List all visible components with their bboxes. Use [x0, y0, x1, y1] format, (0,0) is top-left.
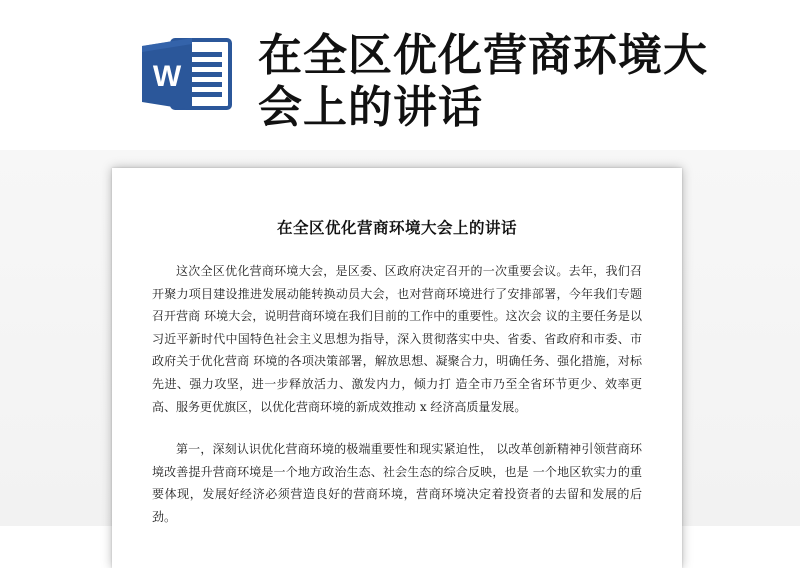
document-paragraph: 这次全区优化营商环境大会，是区委、区政府决定召开的一次重要会议。去年，我们召开聚力项目建设推进发展动能转换动员大会，也对营商环境进行了安排部署，今年我们专题召开营商 环境大会，说明营商环境在我们目前的工作中的重要性。这次会 议的主要任务是以习近平新时代中国特色社会主义思想为指导，深入贯彻落实中央、省委、省政府和市委、市政府关于优化营商 环境的各项决策部署，解放思想、凝聚合力，明确任务、强化措施，对标先进、强力攻坚，进一步释放活力、激发内力，倾力打 造全市乃至全省环节更少、效率更高、服务更优旗区，以优化营商环境的新成效推动 x 经济高质量发展。: [152, 264, 642, 414]
page-title: 在全区优化营商环境大会上的讲话: [258, 30, 708, 133]
banner-header: [0, 0, 800, 150]
document-paragraph: 第一，深刻认识优化营商环境的极端重要性和现实紧迫性， 以改革创新精神引领营商环境改善提升营商环境是一个地方政治生态、社会生态的综合反映，也是 一个地区软实力的重要体现，发展好经济必须营造良好的营商环境，营商环境决定着投资者的去留和发展的后劲。: [152, 442, 642, 524]
document-page-preview: [112, 168, 682, 568]
word-icon-letter: W: [152, 60, 182, 93]
word-icon: [142, 36, 234, 112]
document-title: 在全区优化营商环境大会上的讲话: [276, 218, 517, 237]
